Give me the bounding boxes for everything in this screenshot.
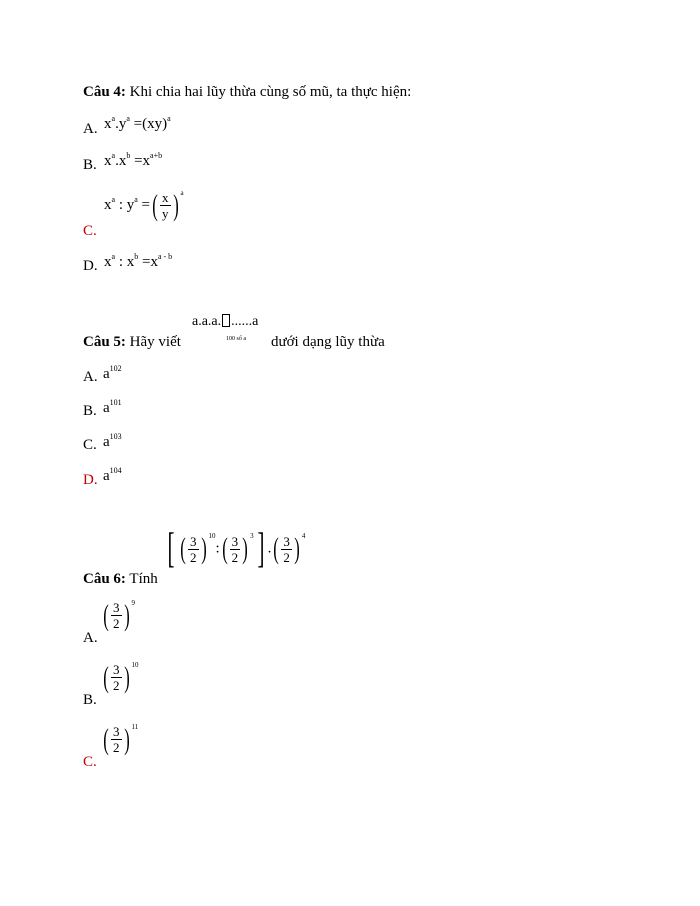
q5-option-b-letter[interactable]: B. [83,403,97,419]
question-5-text: Hãy viết [125,334,181,350]
q6-option-c-letter[interactable]: C. [83,754,97,770]
question-6-title [83,571,158,588]
q6-option-a-formula: ( $\frac{3}{2}$ ) $^9$ [103,598,135,632]
q5-expression: a.a.a. ......a [192,314,259,329]
q5-option-c-letter[interactable]: C. [83,437,97,453]
q4-option-c-letter[interactable]: C. [83,223,97,239]
question-4-title [83,84,411,101]
q5-option-b-formula: $a^{101}$ [103,398,122,416]
q6-option-b-formula: ( $\frac{3}{2}$ ) $^{10}$ [103,660,139,694]
question-6-label: Câu 6: [83,571,126,587]
q5-option-a-letter[interactable]: A. [83,369,98,385]
question-5-label: Câu 5: [83,334,126,350]
q5-option-d-formula: $a^{104}$ [103,466,122,484]
q4-option-b-letter[interactable]: B. [83,157,97,173]
q6-option-a-letter[interactable]: A. [83,630,98,646]
q5-option-c-formula: $a^{103}$ [103,432,122,450]
q4-option-a-letter[interactable]: A. [83,121,98,137]
q6-option-b-letter[interactable]: B. [83,692,97,708]
question-5-text-after: dưới dạng lũy thừa [271,334,385,350]
q4-option-c-formula: $x^a$ : $y^a$ =( $\frac{x}{y}$ ) $^a$ [104,188,184,222]
q4-option-a-formula: $x^a.y^a =(xy)^a$ [104,114,171,132]
q6-expression: [ ( $\frac{3}{2}$ ) $^{10}$:( $\frac{3}{2}$ ) $^3$] .( $\frac{3}{2}$ ) $^4$ [167,526,306,572]
question-6-text: Tính [125,571,158,587]
q4-option-d-letter[interactable]: D. [83,258,98,274]
q5-expression-underbrace-label: 100 số a [226,336,246,342]
missing-glyph-icon [222,314,230,327]
q4-option-d-formula: $x^a$ : $x^b =x^{a - b}$ [104,252,173,270]
q4-option-b-formula: $x^a.x^b =x^{a+b}$ [104,151,163,169]
question-5-title [83,334,181,351]
question-4-label: Câu 4: [83,84,126,100]
q6-option-c-formula: ( $\frac{3}{2}$ ) $^{11}$ [103,722,139,756]
q5-option-d-letter[interactable]: D. [83,472,98,488]
q5-option-a-formula: $a^{102}$ [103,364,122,382]
question-4-text: Khi chia hai lũy thừa cùng số mũ, ta thực hiện: [125,84,412,100]
